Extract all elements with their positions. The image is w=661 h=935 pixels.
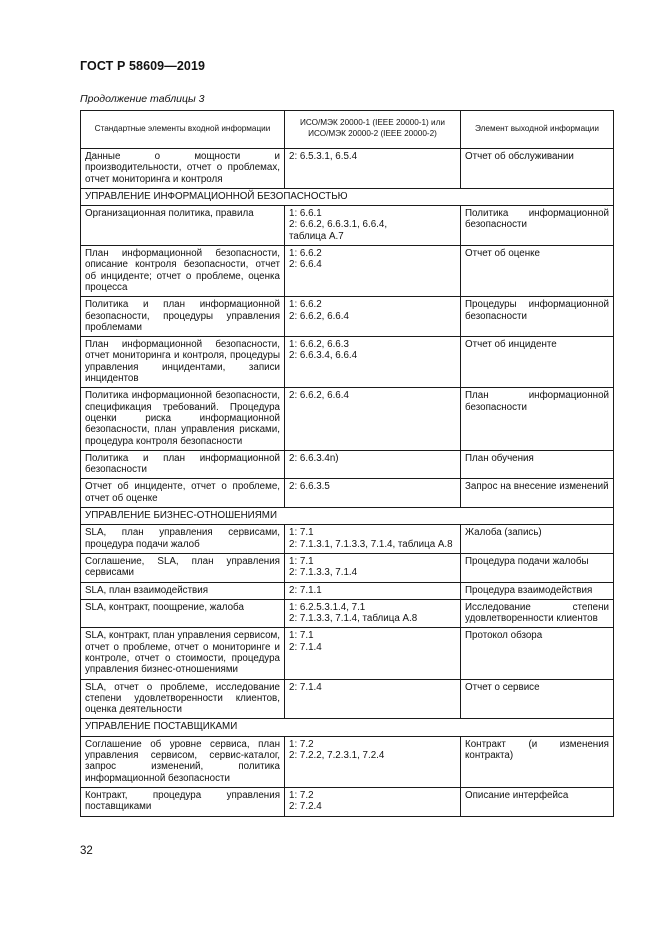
input-elements-cell: Организационная политика, правила bbox=[81, 206, 285, 246]
requirements-table bbox=[80, 110, 614, 817]
table-row bbox=[81, 479, 614, 508]
table-row bbox=[81, 679, 614, 719]
input-elements-cell: SLA, план взаимодействия bbox=[81, 582, 285, 599]
standard-ref: 2: 7.1.4 bbox=[289, 641, 322, 653]
table-row bbox=[81, 787, 614, 816]
table-row bbox=[81, 599, 614, 628]
standard-ref: 1: 6.2.5.3.1.4, 7.1 bbox=[289, 601, 366, 613]
standard-ref: 1: 7.2 bbox=[289, 738, 314, 750]
standard-refs-cell bbox=[285, 787, 461, 816]
output-element-cell: Отчет об обслуживании bbox=[461, 149, 614, 189]
input-elements-cell: Политика и план информационной безопасности, процедуры управления проблемами bbox=[81, 297, 285, 337]
standard-ref: 2: 6.6.4 bbox=[289, 259, 322, 271]
table-row bbox=[81, 450, 614, 479]
table-row bbox=[81, 582, 614, 599]
standard-refs-cell bbox=[285, 599, 461, 628]
output-element-cell: Политика информационной безопасности bbox=[461, 206, 614, 246]
standard-refs-cell bbox=[285, 388, 461, 450]
input-elements-cell: Соглашение об уровне сервиса, план управления сервисом, сервис-каталог, запрос изменений, политика информационной безопасности bbox=[81, 736, 285, 787]
standard-refs-cell bbox=[285, 582, 461, 599]
input-elements-cell: Соглашение, SLA, план управления сервисами bbox=[81, 553, 285, 582]
standard-refs-cell bbox=[285, 553, 461, 582]
table-row bbox=[81, 149, 614, 189]
output-element-cell: Отчет об оценке bbox=[461, 246, 614, 297]
section-title: УПРАВЛЕНИЕ БИЗНЕС-ОТНОШЕНИЯМИ bbox=[81, 508, 614, 525]
input-elements-cell: Контракт, процедура управления поставщиками bbox=[81, 787, 285, 816]
standard-refs-cell bbox=[285, 149, 461, 189]
table-row bbox=[81, 297, 614, 337]
standard-refs-cell bbox=[285, 479, 461, 508]
table-row bbox=[81, 337, 614, 388]
input-elements-cell: Данные о мощности и производительности, отчет о проблемах, отчет мониторинга и контроля bbox=[81, 149, 285, 189]
standard-ref: 1: 6.6.2 bbox=[289, 248, 322, 260]
standard-ref: 2: 7.1.3.3, 7.1.4 bbox=[289, 567, 358, 579]
input-elements-cell: SLA, план управления сервисами, процедура подачи жалоб bbox=[81, 525, 285, 554]
standard-ref: 2: 7.2.2, 7.2.3.1, 7.2.4 bbox=[289, 750, 385, 762]
section-row bbox=[81, 508, 614, 525]
standard-ref: 2: 7.1.3.3, 7.1.4, таблица А.8 bbox=[289, 613, 418, 625]
output-element-cell: Запрос на внесение изменений bbox=[461, 479, 614, 508]
standard-ref: 1: 6.6.2 bbox=[289, 299, 322, 311]
standard-ref: 1: 7.2 bbox=[289, 789, 314, 801]
input-elements-cell: Политика и план информационной безопасности bbox=[81, 450, 285, 479]
standard-refs-cell bbox=[285, 246, 461, 297]
standard-ref: 2: 7.1.1 bbox=[289, 584, 322, 596]
section-row bbox=[81, 188, 614, 205]
section-row bbox=[81, 719, 614, 736]
section-title: УПРАВЛЕНИЕ ПОСТАВЩИКАМИ bbox=[81, 719, 614, 736]
standard-ref: 2: 6.6.3.5 bbox=[289, 481, 330, 493]
table-row bbox=[81, 246, 614, 297]
output-element-cell: Описание интерфейса bbox=[461, 787, 614, 816]
table-row bbox=[81, 206, 614, 246]
standard-refs-cell bbox=[285, 679, 461, 719]
input-elements-cell: SLA, контракт, план управления сервисом, отчет о проблеме, отчет о мониторинге и контроле, отчет о стоимости, процедура управления бизнес-отношениями bbox=[81, 628, 285, 679]
standard-ref: 2: 7.1.3.1, 7.1.3.3, 7.1.4, таблица А.8 bbox=[289, 538, 453, 550]
input-elements-cell: SLA, контракт, поощрение, жалоба bbox=[81, 599, 285, 628]
standard-refs-cell bbox=[285, 525, 461, 554]
standard-refs-cell bbox=[285, 628, 461, 679]
standard-ref: 2: 6.6.2, 6.6.3.1, 6.6.4, bbox=[289, 219, 388, 231]
output-element-cell: Отчет о сервисе bbox=[461, 679, 614, 719]
table-row bbox=[81, 628, 614, 679]
document-title: ГОСТ Р 58609—2019 bbox=[80, 59, 206, 73]
standard-refs-cell bbox=[285, 206, 461, 246]
standard-refs-cell bbox=[285, 337, 461, 388]
input-elements-cell: План информационной безопасности, описание контроля безопасности, отчет об инциденте; отчет о проблеме, оценка процесса bbox=[81, 246, 285, 297]
standard-ref: 2: 6.6.3.4, 6.6.4 bbox=[289, 350, 358, 362]
input-elements-cell: Отчет об инциденте, отчет о проблеме, отчет об оценке bbox=[81, 479, 285, 508]
standard-ref: 1: 7.1 bbox=[289, 555, 314, 567]
column-header-standard: ИСО/МЭК 20000-1 (IEEE 20000-1) или ИСО/МЭК 20000-2 (IEEE 20000-2) bbox=[285, 111, 461, 149]
standard-ref: 1: 6.6.2, 6.6.3 bbox=[289, 339, 349, 351]
section-title: УПРАВЛЕНИЕ ИНФОРМАЦИОННОЙ БЕЗОПАСНОСТЬЮ bbox=[81, 188, 614, 205]
table-body bbox=[81, 149, 614, 817]
output-element-cell: Контракт (и изменения контракта) bbox=[461, 736, 614, 787]
output-element-cell: Жалоба (запись) bbox=[461, 525, 614, 554]
table-caption: Продолжение таблицы 3 bbox=[80, 93, 205, 105]
standard-ref: 2: 6.6.2, 6.6.4 bbox=[289, 390, 349, 402]
standard-ref: 2: 6.6.2, 6.6.4 bbox=[289, 310, 349, 322]
standard-refs-cell bbox=[285, 297, 461, 337]
standard-ref: 2: 7.2.4 bbox=[289, 801, 322, 813]
column-header-output: Элемент выходной информации bbox=[461, 111, 614, 149]
input-elements-cell: Политика информационной безопасности, спецификация требований. Процедура оценки риска информационной безопасности, план управления рисками, процедура контроля безопасности bbox=[81, 388, 285, 450]
output-element-cell: План обучения bbox=[461, 450, 614, 479]
output-element-cell: Процедура взаимодействия bbox=[461, 582, 614, 599]
standard-ref: 2: 7.1.4 bbox=[289, 681, 322, 693]
standard-refs-cell bbox=[285, 450, 461, 479]
table-row bbox=[81, 736, 614, 787]
output-element-cell: Исследование степени удовлетворенности клиентов bbox=[461, 599, 614, 628]
standard-ref: 2: 6.5.3.1, 6.5.4 bbox=[289, 151, 358, 162]
output-element-cell: Процедура подачи жалобы bbox=[461, 553, 614, 582]
standard-ref: 2: 6.6.3.4n) bbox=[289, 452, 339, 464]
input-elements-cell: План информационной безопасности, отчет мониторинга и контроля, процедуры управления инцидентами, записи инцидентов bbox=[81, 337, 285, 388]
column-header-input: Стандартные элементы входной информации bbox=[81, 111, 285, 149]
standard-ref: таблица А.7 bbox=[289, 230, 344, 242]
standard-refs-cell bbox=[285, 736, 461, 787]
output-element-cell: Процедуры информационной безопасности bbox=[461, 297, 614, 337]
standard-ref: 1: 6.6.1 bbox=[289, 208, 322, 220]
page-number: 32 bbox=[80, 845, 93, 857]
output-element-cell: План информационной безопасности bbox=[461, 388, 614, 450]
table-row bbox=[81, 388, 614, 450]
table-header-row bbox=[81, 111, 614, 149]
table-row bbox=[81, 553, 614, 582]
output-element-cell: Отчет об инциденте bbox=[461, 337, 614, 388]
standard-ref: 1: 7.1 bbox=[289, 630, 314, 642]
standard-ref: 1: 7.1 bbox=[289, 527, 314, 539]
output-element-cell: Протокол обзора bbox=[461, 628, 614, 679]
input-elements-cell: SLA, отчет о проблеме, исследование степени удовлетворенности клиентов, оценка деятельности bbox=[81, 679, 285, 719]
table-row bbox=[81, 525, 614, 554]
